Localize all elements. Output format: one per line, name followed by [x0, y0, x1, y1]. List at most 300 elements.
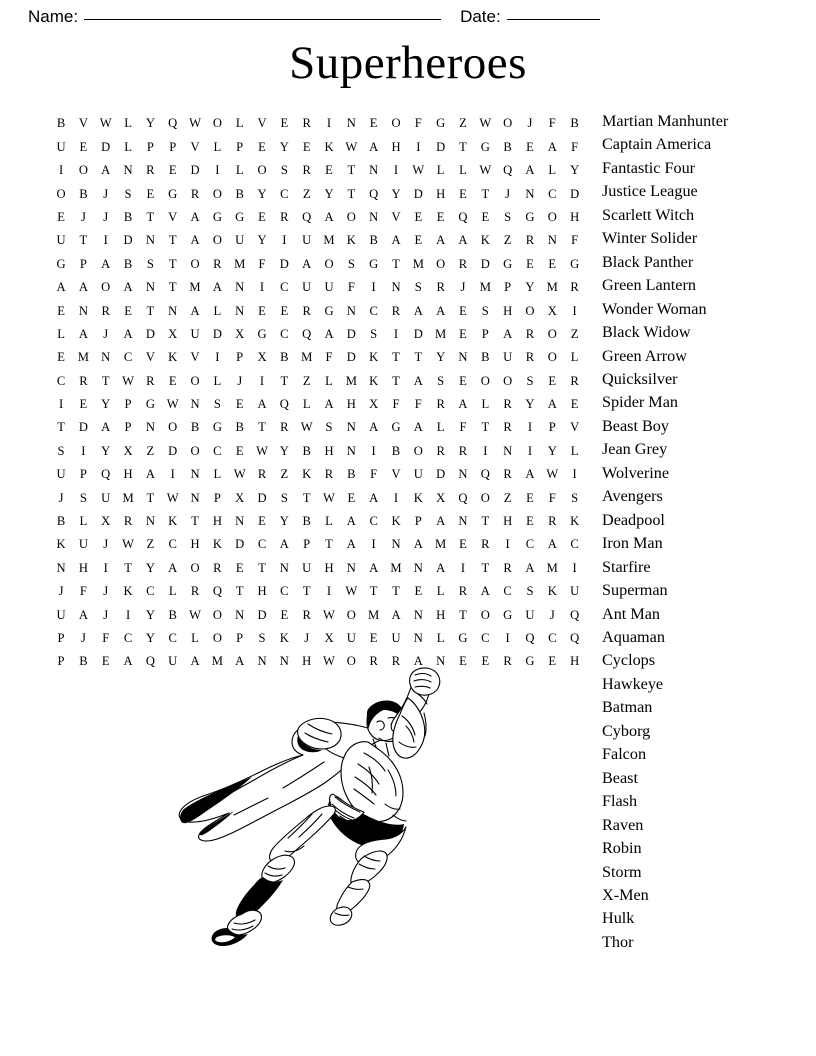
grid-letter[interactable]: V: [190, 139, 200, 154]
grid-letter[interactable]: A: [458, 397, 468, 412]
grid-letter[interactable]: F: [102, 630, 110, 645]
grid-letter[interactable]: C: [503, 584, 513, 599]
grid-letter[interactable]: D: [257, 607, 267, 622]
grid-letter[interactable]: U: [302, 233, 312, 248]
grid-letter[interactable]: X: [101, 514, 111, 529]
grid-letter[interactable]: R: [257, 467, 267, 482]
grid-letter[interactable]: I: [393, 490, 399, 505]
grid-letter[interactable]: J: [103, 186, 109, 201]
grid-letter[interactable]: W: [345, 584, 358, 599]
grid-letter[interactable]: N: [101, 350, 111, 365]
grid-letter[interactable]: Y: [436, 350, 446, 365]
grid-letter[interactable]: W: [99, 116, 112, 131]
grid-letter[interactable]: O: [525, 303, 535, 318]
grid-letter[interactable]: L: [436, 420, 445, 435]
grid-letter[interactable]: L: [325, 373, 334, 388]
grid-letter[interactable]: P: [481, 326, 489, 341]
grid-letter[interactable]: U: [190, 326, 200, 341]
grid-letter[interactable]: C: [280, 584, 289, 599]
grid-letter[interactable]: C: [369, 303, 379, 318]
word-search-grid[interactable]: [50, 112, 590, 673]
grid-letter[interactable]: Q: [279, 397, 290, 412]
grid-letter[interactable]: S: [414, 280, 423, 295]
grid-letter[interactable]: N: [346, 443, 357, 458]
grid-letter[interactable]: L: [235, 163, 244, 178]
grid-letter[interactable]: F: [548, 116, 556, 131]
grid-letter[interactable]: J: [527, 116, 533, 131]
grid-letter[interactable]: I: [326, 584, 332, 599]
grid-letter[interactable]: N: [123, 163, 133, 178]
grid-letter[interactable]: V: [190, 350, 200, 365]
word-list-item[interactable]: Ant Man: [602, 604, 660, 623]
grid-letter[interactable]: Z: [503, 233, 512, 248]
grid-letter[interactable]: Y: [324, 186, 334, 201]
grid-letter[interactable]: S: [124, 186, 132, 201]
grid-letter[interactable]: R: [458, 256, 468, 271]
grid-letter[interactable]: C: [168, 537, 178, 552]
grid-letter[interactable]: V: [168, 209, 178, 224]
grid-letter[interactable]: L: [235, 116, 244, 131]
grid-letter[interactable]: T: [168, 233, 177, 248]
grid-letter[interactable]: A: [547, 139, 558, 154]
grid-letter[interactable]: A: [190, 303, 200, 318]
grid-letter[interactable]: G: [570, 256, 580, 271]
grid-letter[interactable]: D: [190, 163, 200, 178]
grid-letter[interactable]: U: [168, 654, 178, 669]
grid-letter[interactable]: N: [458, 467, 468, 482]
grid-letter[interactable]: C: [369, 514, 379, 529]
grid-letter[interactable]: E: [347, 490, 356, 505]
grid-letter[interactable]: D: [436, 467, 446, 482]
grid-letter[interactable]: R: [525, 350, 535, 365]
grid-letter[interactable]: C: [481, 630, 490, 645]
grid-letter[interactable]: D: [413, 326, 424, 341]
grid-letter[interactable]: U: [302, 280, 312, 295]
grid-letter[interactable]: I: [371, 280, 376, 295]
grid-letter[interactable]: I: [259, 373, 265, 388]
grid-letter[interactable]: E: [414, 209, 423, 224]
grid-letter[interactable]: I: [572, 467, 577, 482]
grid-letter[interactable]: O: [190, 256, 200, 271]
grid-letter[interactable]: H: [436, 186, 446, 201]
word-list-item[interactable]: Green Arrow: [602, 346, 687, 365]
grid-letter[interactable]: S: [146, 256, 155, 271]
grid-letter[interactable]: T: [481, 560, 490, 575]
grid-letter[interactable]: T: [302, 490, 311, 505]
grid-letter[interactable]: R: [458, 443, 468, 458]
grid-letter[interactable]: S: [481, 303, 489, 318]
grid-letter[interactable]: N: [235, 607, 245, 622]
grid-letter[interactable]: R: [503, 654, 513, 669]
grid-letter[interactable]: B: [123, 256, 133, 271]
grid-letter[interactable]: H: [570, 209, 580, 224]
grid-letter[interactable]: T: [481, 420, 490, 435]
grid-letter[interactable]: E: [280, 303, 289, 318]
grid-letter[interactable]: E: [526, 514, 534, 529]
grid-letter[interactable]: U: [503, 350, 513, 365]
grid-letter[interactable]: W: [189, 116, 202, 131]
grid-letter[interactable]: E: [526, 490, 534, 505]
grid-letter[interactable]: P: [124, 420, 132, 435]
grid-letter[interactable]: H: [302, 654, 312, 669]
grid-letter[interactable]: T: [124, 560, 133, 575]
grid-letter[interactable]: R: [302, 607, 312, 622]
grid-letter[interactable]: T: [168, 256, 177, 271]
grid-letter[interactable]: W: [233, 467, 246, 482]
word-list-item[interactable]: Fantastic Four: [602, 158, 696, 177]
grid-letter[interactable]: Y: [525, 280, 535, 295]
grid-letter[interactable]: P: [124, 397, 132, 412]
word-list-item[interactable]: Avengers: [602, 487, 663, 506]
grid-letter[interactable]: B: [302, 514, 312, 529]
grid-letter[interactable]: E: [414, 584, 423, 599]
grid-letter[interactable]: R: [436, 443, 446, 458]
grid-letter[interactable]: B: [391, 443, 401, 458]
grid-letter[interactable]: B: [570, 116, 580, 131]
grid-letter[interactable]: R: [458, 584, 468, 599]
grid-letter[interactable]: R: [280, 209, 289, 224]
grid-letter[interactable]: O: [212, 630, 223, 645]
grid-letter[interactable]: A: [346, 537, 357, 552]
grid-letter[interactable]: T: [302, 584, 311, 599]
grid-letter[interactable]: A: [78, 607, 89, 622]
grid-letter[interactable]: N: [391, 537, 401, 552]
grid-letter[interactable]: Y: [101, 443, 111, 458]
grid-letter[interactable]: I: [527, 420, 533, 435]
grid-letter[interactable]: M: [546, 560, 559, 575]
grid-letter[interactable]: Q: [212, 584, 223, 599]
grid-letter[interactable]: E: [57, 209, 66, 224]
grid-letter[interactable]: A: [369, 560, 379, 575]
grid-letter[interactable]: I: [460, 560, 466, 575]
grid-letter[interactable]: U: [56, 607, 66, 622]
grid-letter[interactable]: L: [436, 163, 445, 178]
grid-letter[interactable]: H: [503, 303, 513, 318]
grid-letter[interactable]: N: [413, 560, 424, 575]
grid-letter[interactable]: E: [459, 326, 468, 341]
grid-letter[interactable]: N: [346, 420, 357, 435]
grid-letter[interactable]: R: [302, 303, 312, 318]
grid-letter[interactable]: W: [323, 607, 336, 622]
grid-letter[interactable]: T: [79, 233, 88, 248]
grid-letter[interactable]: B: [235, 186, 245, 201]
grid-letter[interactable]: M: [368, 607, 380, 622]
grid-letter[interactable]: F: [258, 256, 266, 271]
grid-letter[interactable]: P: [236, 350, 244, 365]
grid-letter[interactable]: P: [79, 256, 88, 271]
grid-letter[interactable]: O: [190, 373, 200, 388]
grid-letter[interactable]: A: [391, 233, 401, 248]
grid-letter[interactable]: D: [570, 186, 580, 201]
grid-letter[interactable]: I: [81, 443, 86, 458]
grid-letter[interactable]: M: [345, 373, 358, 388]
grid-letter[interactable]: T: [146, 303, 155, 318]
grid-letter[interactable]: G: [503, 607, 513, 622]
grid-letter[interactable]: W: [300, 420, 313, 435]
grid-letter[interactable]: L: [124, 116, 133, 131]
grid-letter[interactable]: O: [346, 209, 357, 224]
grid-letter[interactable]: N: [346, 560, 357, 575]
grid-letter[interactable]: N: [145, 514, 156, 529]
grid-letter[interactable]: E: [57, 303, 66, 318]
grid-letter[interactable]: A: [56, 280, 66, 295]
grid-letter[interactable]: Z: [459, 116, 468, 131]
grid-letter[interactable]: H: [257, 584, 267, 599]
grid-letter[interactable]: E: [280, 607, 289, 622]
grid-letter[interactable]: O: [212, 186, 223, 201]
grid-letter[interactable]: K: [413, 490, 424, 505]
grid-letter[interactable]: E: [168, 163, 177, 178]
grid-letter[interactable]: N: [190, 490, 200, 505]
grid-letter[interactable]: O: [503, 116, 513, 131]
grid-letter[interactable]: R: [213, 560, 222, 575]
grid-letter[interactable]: B: [190, 420, 200, 435]
grid-letter[interactable]: O: [547, 209, 558, 224]
grid-letter[interactable]: O: [480, 490, 491, 505]
grid-letter[interactable]: T: [392, 350, 401, 365]
grid-letter[interactable]: I: [483, 443, 488, 458]
word-list-item[interactable]: Spider Man: [602, 393, 678, 412]
grid-letter[interactable]: B: [168, 607, 178, 622]
grid-letter[interactable]: A: [436, 560, 446, 575]
grid-letter[interactable]: T: [459, 139, 468, 154]
grid-letter[interactable]: Q: [145, 654, 156, 669]
grid-letter[interactable]: Y: [145, 560, 156, 575]
grid-letter[interactable]: J: [505, 186, 511, 201]
grid-letter[interactable]: E: [459, 537, 468, 552]
grid-letter[interactable]: X: [235, 326, 245, 341]
grid-letter[interactable]: G: [369, 256, 379, 271]
grid-letter[interactable]: P: [414, 514, 423, 529]
grid-letter[interactable]: T: [258, 420, 267, 435]
grid-letter[interactable]: S: [280, 163, 289, 178]
grid-letter[interactable]: O: [346, 607, 357, 622]
grid-letter[interactable]: P: [504, 280, 512, 295]
grid-letter[interactable]: C: [168, 630, 178, 645]
grid-letter[interactable]: W: [345, 139, 358, 154]
grid-letter[interactable]: T: [459, 607, 468, 622]
grid-letter[interactable]: Y: [547, 443, 558, 458]
grid-letter[interactable]: R: [503, 420, 513, 435]
grid-letter[interactable]: P: [146, 139, 155, 154]
grid-letter[interactable]: W: [323, 490, 336, 505]
word-list-item[interactable]: Raven: [602, 815, 644, 834]
grid-letter[interactable]: K: [480, 233, 491, 248]
grid-letter[interactable]: Y: [257, 186, 267, 201]
grid-letter[interactable]: R: [548, 514, 557, 529]
grid-letter[interactable]: A: [123, 654, 133, 669]
grid-letter[interactable]: Z: [302, 186, 311, 201]
grid-letter[interactable]: Q: [458, 490, 468, 505]
grid-letter[interactable]: P: [303, 537, 311, 552]
grid-letter[interactable]: B: [235, 420, 245, 435]
grid-letter[interactable]: H: [123, 467, 133, 482]
grid-letter[interactable]: T: [146, 490, 155, 505]
grid-letter[interactable]: I: [326, 116, 332, 131]
grid-letter[interactable]: N: [235, 280, 245, 295]
grid-letter[interactable]: D: [346, 350, 357, 365]
grid-letter[interactable]: N: [279, 654, 290, 669]
grid-letter[interactable]: N: [458, 350, 468, 365]
grid-letter[interactable]: D: [212, 326, 223, 341]
grid-letter[interactable]: E: [101, 654, 110, 669]
grid-letter[interactable]: Y: [145, 607, 156, 622]
grid-letter[interactable]: R: [525, 326, 535, 341]
grid-letter[interactable]: O: [101, 280, 111, 295]
grid-letter[interactable]: R: [503, 397, 513, 412]
grid-letter[interactable]: O: [78, 163, 89, 178]
grid-letter[interactable]: N: [503, 443, 513, 458]
grid-letter[interactable]: O: [547, 350, 558, 365]
grid-letter[interactable]: E: [325, 163, 334, 178]
grid-letter[interactable]: C: [570, 537, 580, 552]
grid-letter[interactable]: R: [570, 280, 580, 295]
grid-letter[interactable]: Y: [391, 186, 401, 201]
grid-letter[interactable]: I: [282, 233, 287, 248]
grid-letter[interactable]: U: [101, 490, 111, 505]
grid-letter[interactable]: X: [123, 443, 133, 458]
grid-letter[interactable]: T: [191, 514, 200, 529]
word-list-item[interactable]: Batman: [602, 698, 653, 717]
name-input-line[interactable]: [84, 19, 441, 20]
grid-letter[interactable]: P: [79, 467, 88, 482]
grid-letter[interactable]: U: [56, 233, 66, 248]
grid-letter[interactable]: X: [324, 630, 334, 645]
grid-letter[interactable]: E: [258, 209, 267, 224]
grid-letter[interactable]: J: [58, 490, 64, 505]
grid-letter[interactable]: C: [213, 443, 222, 458]
grid-letter[interactable]: G: [324, 303, 334, 318]
grid-letter[interactable]: L: [325, 514, 334, 529]
grid-letter[interactable]: K: [123, 584, 133, 599]
grid-letter[interactable]: S: [370, 326, 378, 341]
grid-letter[interactable]: U: [78, 537, 89, 552]
grid-letter[interactable]: B: [481, 350, 490, 365]
word-list-item[interactable]: Green Lantern: [602, 276, 696, 295]
grid-letter[interactable]: W: [412, 163, 425, 178]
grid-letter[interactable]: A: [503, 326, 513, 341]
word-list-item[interactable]: Black Panther: [602, 252, 694, 271]
grid-letter[interactable]: X: [369, 397, 379, 412]
grid-letter[interactable]: Y: [279, 514, 290, 529]
grid-letter[interactable]: T: [347, 163, 356, 178]
grid-letter[interactable]: R: [213, 256, 222, 271]
grid-letter[interactable]: Y: [145, 116, 156, 131]
grid-letter[interactable]: M: [546, 280, 559, 295]
grid-letter[interactable]: J: [549, 607, 555, 622]
grid-letter[interactable]: P: [236, 139, 244, 154]
grid-letter[interactable]: T: [280, 373, 289, 388]
word-list-item[interactable]: Justice League: [602, 182, 698, 201]
grid-letter[interactable]: G: [145, 397, 156, 412]
grid-letter[interactable]: E: [526, 256, 534, 271]
grid-letter[interactable]: T: [392, 256, 401, 271]
grid-letter[interactable]: K: [168, 350, 178, 365]
grid-letter[interactable]: P: [548, 420, 556, 435]
grid-letter[interactable]: I: [393, 326, 399, 341]
grid-letter[interactable]: A: [436, 303, 446, 318]
grid-letter[interactable]: O: [480, 607, 491, 622]
grid-letter[interactable]: A: [101, 256, 111, 271]
grid-letter[interactable]: S: [571, 490, 579, 505]
grid-letter[interactable]: I: [259, 280, 265, 295]
grid-letter[interactable]: R: [79, 373, 88, 388]
grid-letter[interactable]: T: [258, 560, 267, 575]
word-list-item[interactable]: Cyborg: [602, 721, 651, 740]
grid-letter[interactable]: D: [257, 490, 267, 505]
grid-letter[interactable]: A: [436, 514, 446, 529]
grid-letter[interactable]: E: [436, 209, 445, 224]
grid-letter[interactable]: D: [346, 326, 357, 341]
word-list-item[interactable]: Captain America: [602, 135, 712, 154]
grid-letter[interactable]: A: [78, 280, 89, 295]
grid-letter[interactable]: E: [302, 139, 311, 154]
grid-letter[interactable]: E: [146, 186, 155, 201]
grid-letter[interactable]: A: [123, 326, 133, 341]
grid-letter[interactable]: C: [548, 186, 557, 201]
grid-letter[interactable]: N: [436, 654, 446, 669]
grid-letter[interactable]: A: [413, 373, 424, 388]
word-list-item[interactable]: Hawkeye: [602, 674, 664, 693]
grid-letter[interactable]: O: [190, 443, 200, 458]
grid-letter[interactable]: T: [235, 584, 244, 599]
grid-letter[interactable]: C: [525, 537, 535, 552]
grid-letter[interactable]: T: [168, 280, 177, 295]
grid-letter[interactable]: E: [459, 373, 468, 388]
grid-letter[interactable]: P: [57, 654, 65, 669]
grid-letter[interactable]: O: [391, 116, 401, 131]
grid-letter[interactable]: L: [168, 584, 177, 599]
grid-letter[interactable]: D: [436, 139, 446, 154]
grid-letter[interactable]: O: [56, 186, 66, 201]
grid-letter[interactable]: F: [414, 397, 423, 412]
grid-letter[interactable]: A: [101, 163, 111, 178]
grid-letter[interactable]: E: [548, 256, 557, 271]
grid-letter[interactable]: U: [302, 560, 312, 575]
grid-letter[interactable]: A: [168, 560, 178, 575]
grid-letter[interactable]: A: [190, 233, 200, 248]
grid-letter[interactable]: M: [435, 537, 447, 552]
grid-letter[interactable]: H: [436, 607, 446, 622]
grid-letter[interactable]: W: [546, 467, 559, 482]
grid-letter[interactable]: D: [168, 443, 178, 458]
grid-letter[interactable]: M: [412, 256, 425, 271]
grid-letter[interactable]: A: [480, 584, 491, 599]
grid-letter[interactable]: Q: [369, 186, 379, 201]
grid-letter[interactable]: A: [78, 326, 89, 341]
grid-letter[interactable]: Y: [257, 233, 267, 248]
grid-letter[interactable]: P: [169, 139, 177, 154]
grid-letter[interactable]: U: [413, 467, 424, 482]
grid-letter[interactable]: K: [570, 514, 580, 529]
grid-letter[interactable]: Q: [302, 326, 312, 341]
grid-letter[interactable]: L: [436, 584, 445, 599]
grid-letter[interactable]: N: [235, 303, 245, 318]
grid-letter[interactable]: G: [56, 256, 66, 271]
grid-letter[interactable]: O: [212, 233, 223, 248]
word-list-item[interactable]: Iron Man: [602, 534, 663, 553]
grid-letter[interactable]: N: [235, 514, 245, 529]
grid-letter[interactable]: R: [324, 467, 334, 482]
grid-letter[interactable]: G: [525, 654, 535, 669]
grid-letter[interactable]: C: [56, 373, 66, 388]
grid-letter[interactable]: A: [391, 607, 401, 622]
grid-letter[interactable]: H: [346, 397, 357, 412]
grid-letter[interactable]: A: [346, 514, 357, 529]
grid-letter[interactable]: J: [58, 584, 64, 599]
grid-letter[interactable]: I: [572, 303, 577, 318]
grid-letter[interactable]: T: [481, 186, 490, 201]
